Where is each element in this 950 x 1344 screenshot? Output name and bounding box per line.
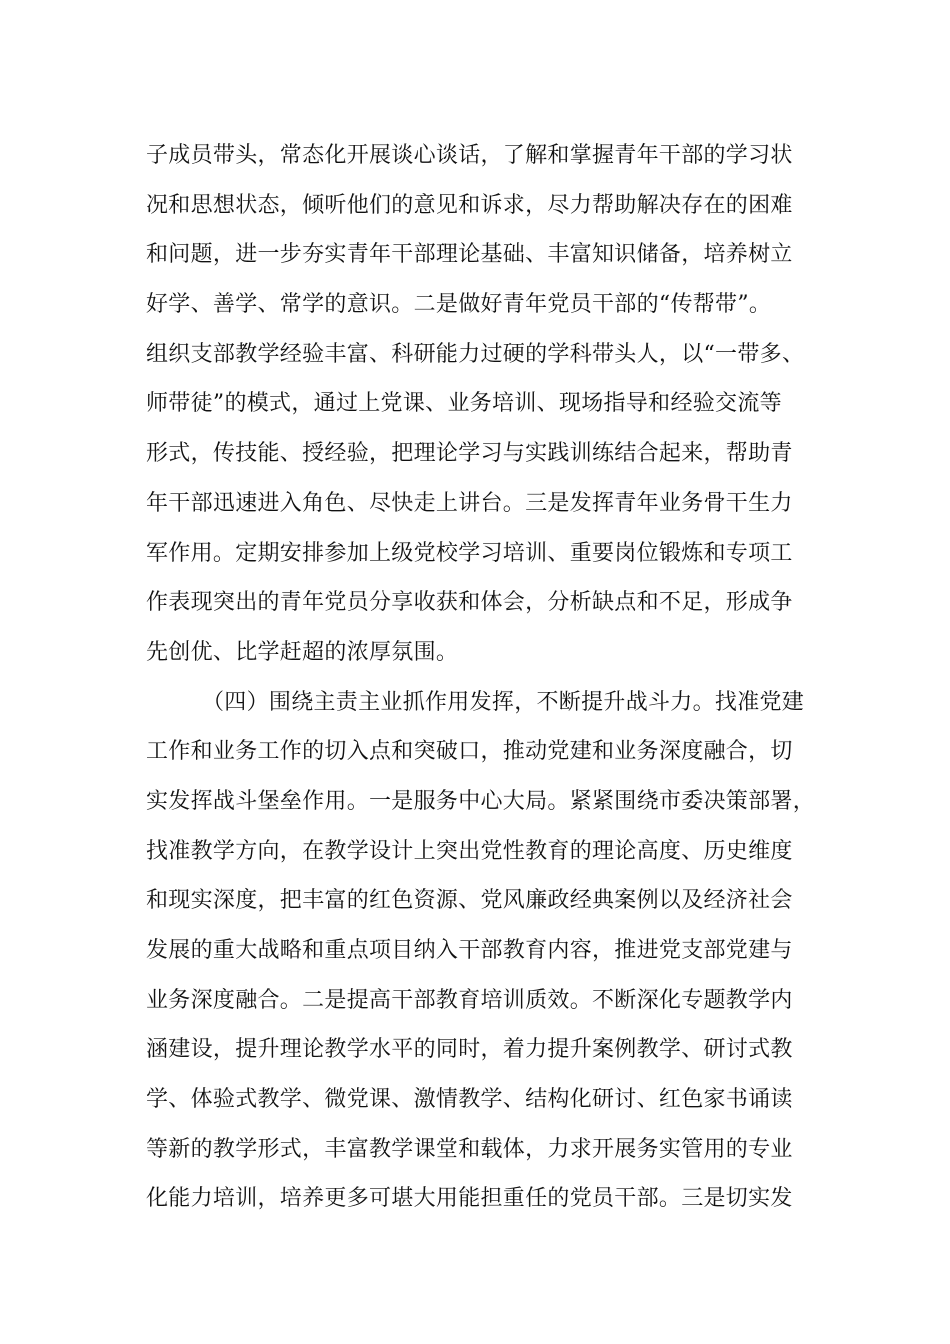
body-text (146, 131, 826, 1224)
text-line: 军作用。定期安排参加上级党校学习培训、重要岗位锻炼和专项工 (146, 540, 793, 566)
text-line: 和问题，进一步夯实青年干部理论基础、丰富知识储备，培养树立 (146, 242, 793, 268)
text-line: 好学、善学、常学的意识。二是做好青年党员干部的“传帮带”。 (146, 292, 772, 318)
text-line: 涵建设，提升理论教学水平的同时，着力提升案例教学、研讨式教 (146, 1037, 793, 1063)
text-line: 化能力培训，培养更多可堪大用能担重任的党员干部。三是切实发 (146, 1186, 793, 1212)
text-line: 作表现突出的青年党员分享收获和体会，分析缺点和不足，形成争 (146, 590, 793, 616)
text-line: 实发挥战斗堡垒作用。一是服务中心大局。紧紧围绕市委决策部署， (146, 788, 816, 814)
text-line: 等新的教学形式，丰富教学课堂和载体，力求开展务实管用的专业 (146, 1136, 793, 1162)
text-line: 组织支部教学经验丰富、科研能力过硬的学科带头人，以“一带多、 (146, 341, 805, 367)
text-line: 年干部迅速进入角色、尽快走上讲台。三是发挥青年业务骨干生力 (146, 490, 793, 516)
text-line: 形式，传技能、授经验，把理论学习与实践训练结合起来，帮助青 (146, 441, 793, 467)
text-line: 找准教学方向，在教学设计上突出党性教育的理论高度、历史维度 (146, 838, 793, 864)
text-line: 工作和业务工作的切入点和突破口，推动党建和业务深度融合，切 (146, 739, 793, 765)
text-line: 发展的重大战略和重点项目纳入干部教育内容，推进党支部党建与 (146, 938, 793, 963)
section-heading-line: （四）围绕主责主业抓作用发挥，不断提升战斗力。找准党建 (202, 689, 805, 715)
text-line: 况和思想状态，倾听他们的意见和诉求，尽力帮助解决存在的困难 (146, 192, 793, 218)
text-line: 先创优、比学赶超的浓厚氛围。 (146, 639, 459, 665)
text-line: 师带徒”的模式，通过上党课、业务培训、现场指导和经验交流等 (146, 391, 782, 417)
text-line: 和现实深度，把丰富的红色资源、党风廉政经典案例以及经济社会 (146, 888, 793, 914)
text-line: 子成员带头，常态化开展谈心谈话，了解和掌握青年干部的学习状 (146, 143, 793, 168)
text-line: 业务深度融合。二是提高干部教育培训质效。不断深化专题教学内 (146, 987, 793, 1013)
text-line: 学、体验式教学、微党课、激情教学、结构化研讨、红色家书诵读 (146, 1087, 793, 1113)
